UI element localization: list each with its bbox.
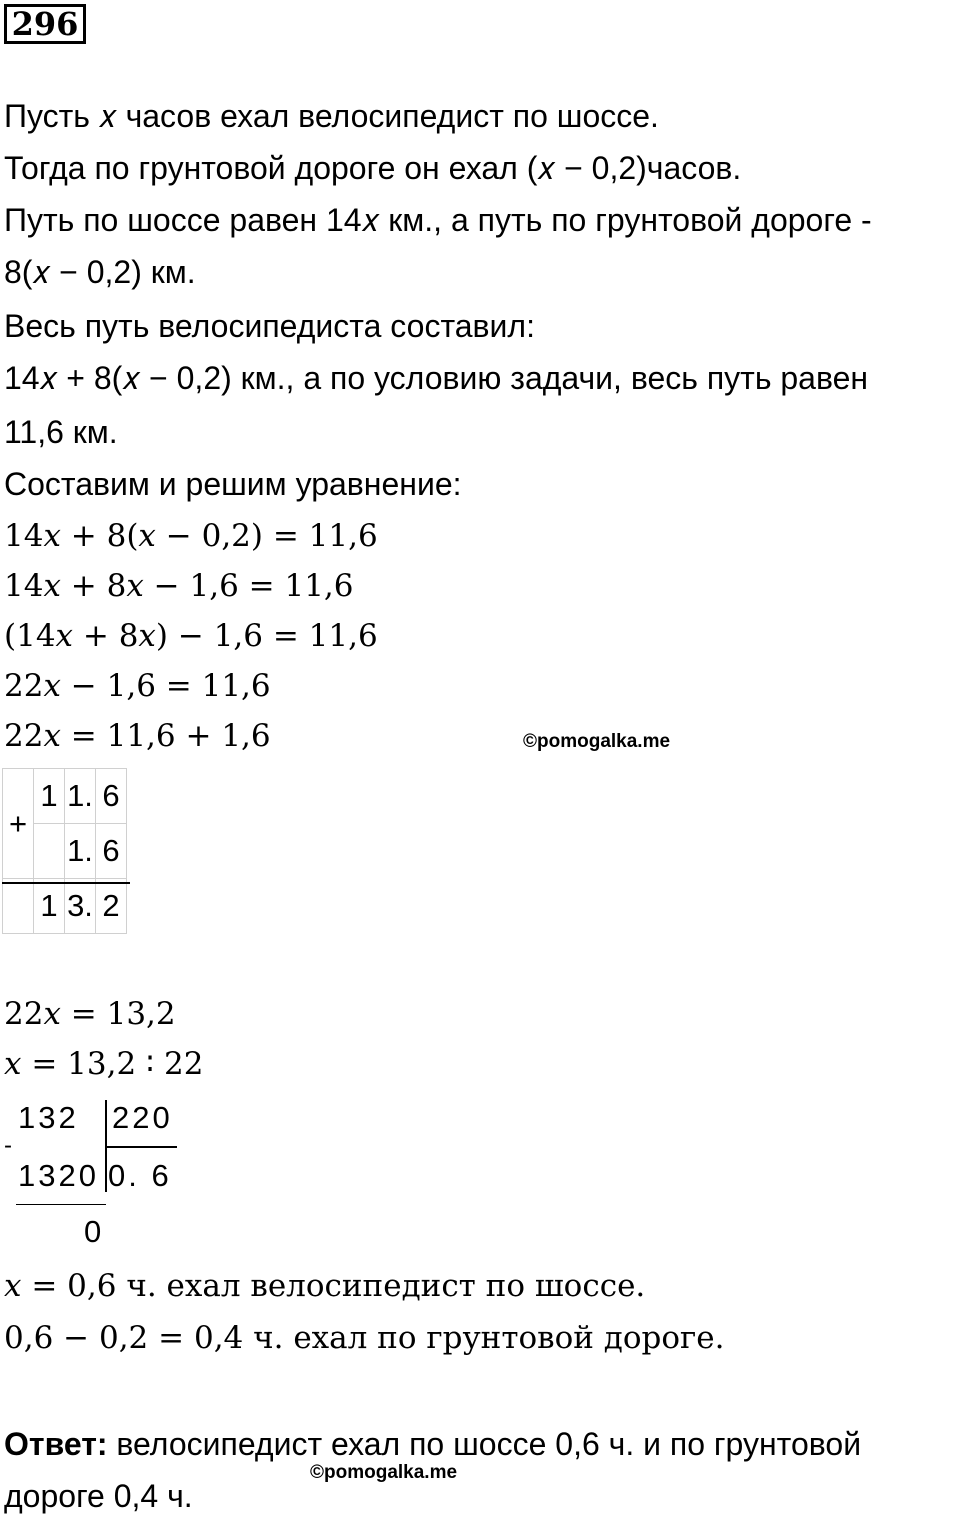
text-line-8: Составим и решим уравнение:: [4, 466, 462, 502]
result-line-2: 0,6 − 0,2 = 0,4 ч. ехал по грунтовой дороге.: [4, 1320, 725, 1356]
sum-empty-cell: [3, 879, 34, 934]
text-line-5: Весь путь велосипедиста составил:: [4, 308, 535, 344]
answer-line-2: дороге 0,4 ч.: [4, 1478, 193, 1514]
result-line-1: 𝑥 = 0,6 ч. ехал велосипедист по шоссе.: [4, 1268, 646, 1304]
sum-digit: 1: [34, 879, 65, 934]
answer-label: Ответ:: [4, 1426, 108, 1462]
division-subtrahend: 1320: [18, 1158, 99, 1193]
equation-2: 14𝑥 + 8𝑥 − 1,6 = 11,6: [4, 568, 354, 604]
answer-line-1: [4, 1424, 861, 1464]
text-line-6: 14𝑥 + 8(𝑥 − 0,2) км., а по условию задачи, весь путь равен: [4, 360, 869, 396]
column-addition: [2, 768, 127, 934]
addend1-digit: 1.: [65, 769, 96, 824]
watermark: ©pomogalka.me: [523, 731, 671, 752]
addend2-digit: [34, 824, 65, 879]
division-dividend: 132: [18, 1100, 79, 1135]
division-minus: -: [4, 1132, 15, 1159]
sum-digit: 2: [96, 879, 127, 934]
problem-number: 296: [4, 4, 86, 44]
equation-3: (14𝑥 + 8𝑥) − 1,6 = 11,6: [4, 618, 378, 654]
division-quotient: 0. 6: [108, 1158, 172, 1193]
text-line-7: 11,6 км.: [4, 414, 118, 450]
answer-text: велосипедист ехал по шоссе 0,6 ч. и по грунтовой: [107, 1426, 862, 1462]
equation-4: 22𝑥 − 1,6 = 11,6: [4, 668, 271, 704]
division-remainder: 0: [84, 1214, 105, 1249]
text-line-2: Тогда по грунтовой дороге он ехал (𝑥 − 0,2)часов.: [4, 150, 742, 186]
sum-digit: 3.: [65, 879, 96, 934]
sum-underline: [2, 882, 130, 884]
addend1-digit: 1: [34, 769, 65, 824]
plus-sign: +: [3, 769, 34, 879]
equation-1: 14𝑥 + 8(𝑥 − 0,2) = 11,6: [4, 518, 378, 554]
division-divisor: 220: [112, 1100, 173, 1135]
watermark-bottom: ©pomogalka.me: [310, 1462, 458, 1483]
text-line-4: 8(𝑥 − 0,2) км.: [4, 254, 196, 290]
division-subtraction-line: [16, 1204, 106, 1205]
addend1-digit: 6: [96, 769, 127, 824]
division-divisor-line: [107, 1146, 177, 1148]
equation-5: 22𝑥 = 11,6 + 1,6: [4, 718, 271, 754]
equation-7: 𝑥 = 13,2 ∶ 22: [4, 1046, 204, 1082]
text-line-1: Пусть 𝑥 часов ехал велосипедист по шоссе.: [4, 98, 659, 134]
text-line-3: Путь по шоссе равен 14𝑥 км., а путь по грунтовой дороге -: [4, 202, 872, 238]
addend2-digit: 1.: [65, 824, 96, 879]
equation-6: 22𝑥 = 13,2: [4, 996, 176, 1032]
addend2-digit: 6: [96, 824, 127, 879]
